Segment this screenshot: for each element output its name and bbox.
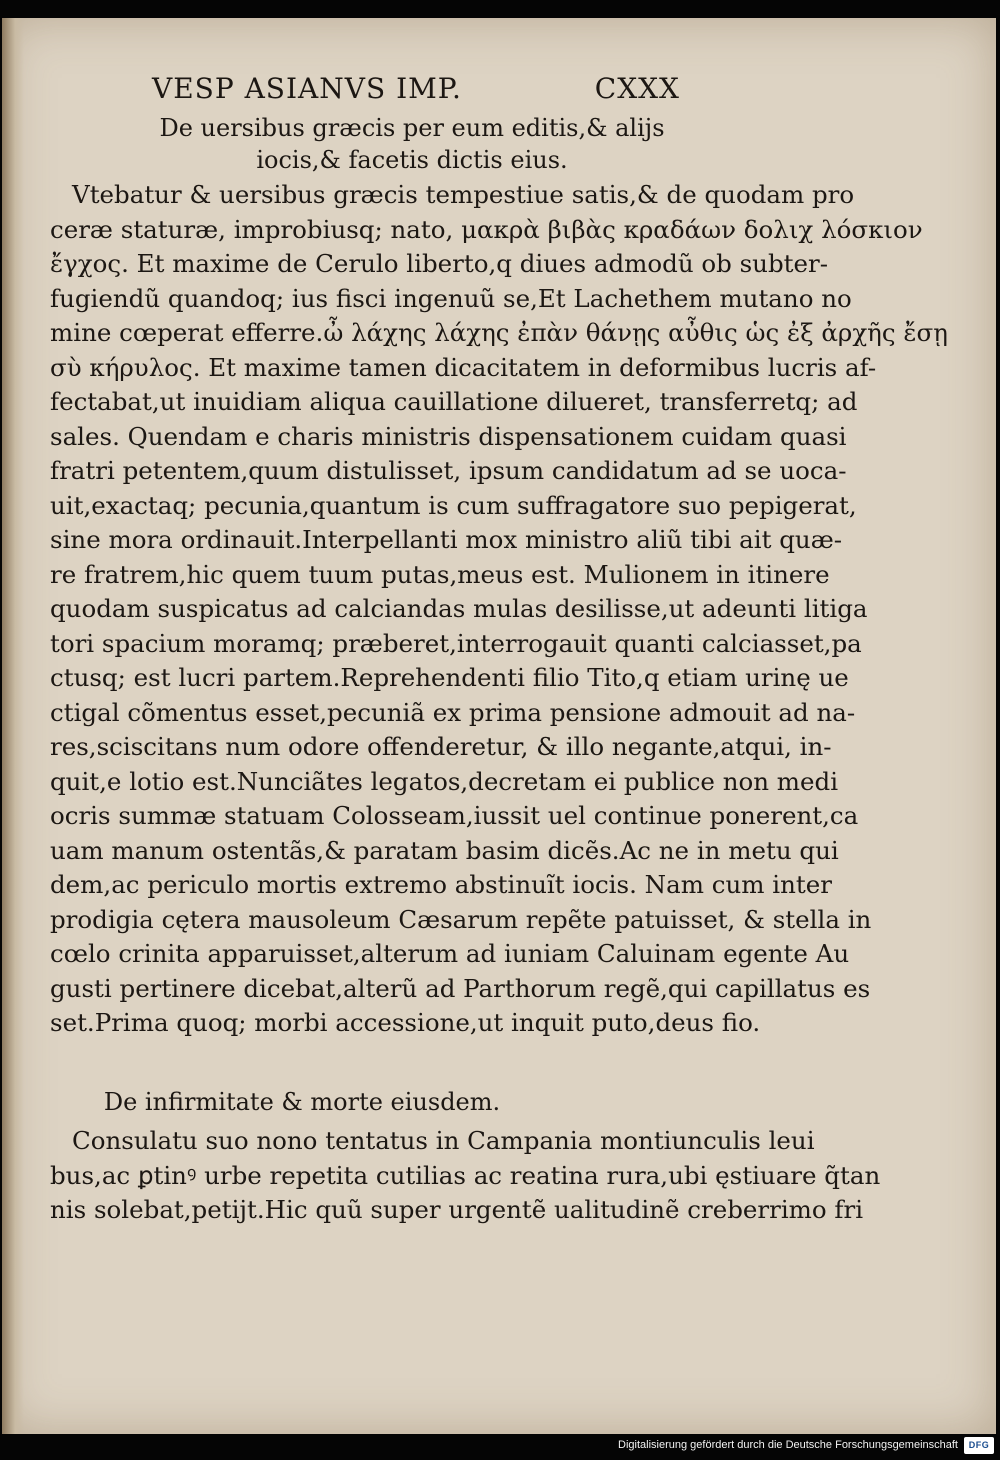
text-line: ocris summæ statuam Colosseam,iussit uel continue ponerent,ca	[50, 801, 859, 830]
digitization-footer	[0, 1436, 1000, 1460]
folio-number: CXXX	[594, 72, 680, 105]
heading-line: iocis,& facetis dictis eius.	[256, 146, 568, 174]
section-2-body	[50, 1124, 881, 1228]
text-line: Consulatu suo nono tentatus in Campania montiunculis leui	[72, 1126, 815, 1155]
section-1-heading	[52, 112, 772, 176]
text-line: quit,e lotio est.Nunciãtes legatos,decretam ei publice non medi	[50, 766, 839, 796]
section-1-body	[50, 178, 948, 1041]
text-line: ceræ staturæ, improbiusq; nato, μακρὰ βιβὰς κραδάων δολιχ λόσκιον	[50, 214, 923, 244]
page-gutter-edge	[2, 18, 24, 1434]
text-line: ctigal cõmentus esset,pecuniã ex prima pensione admouit ad na-	[50, 697, 856, 727]
text-line: fratri petentem,quum distulisset, ipsum candidatum ad se uoca-	[50, 456, 847, 485]
text-line: fugiendũ quandoq; ius fisci ingenuũ se,Et Lachethem mutano no	[50, 283, 852, 313]
text-line: nis solebat,petijt.Hic quũ super urgentẽ ualitudinẽ creberrimo fri	[50, 1195, 864, 1224]
text-line: prodigia cętera mausoleum Cæsarum repẽte patuisset, & stella in	[50, 904, 872, 934]
text-line: gusti pertinere dicebat,alterũ ad Parthorum regẽ,qui capillatus es	[50, 973, 871, 1003]
text-line: res,sciscitans num odore offenderetur, & illo negante,atqui, in-	[50, 732, 832, 761]
text-line: Vtebatur & uersibus græcis tempestiue satis,& de quodam pro	[72, 180, 855, 209]
text-line: cœlo crinita apparuisset,alterum ad iuniam Caluinam egente Au	[50, 939, 850, 968]
text-line: fectabat,ut inuidiam aliqua cauillatione dilueret, transferretq; ad	[50, 387, 858, 416]
text-line: quodam suspicatus ad calciandas mulas desilisse,ut adeunti litiga	[50, 594, 868, 623]
text-line: bus,ac ꝑtinꝰ urbe repetita cutilias ac reatina rura,ubi ęstiuare q̃tan	[50, 1160, 881, 1190]
text-line: mine cœperat efferre.ὦ λάχης λάχης ἐπὰν θάνῃς αὖθις ὡς ἐξ ἀρχῆς ἔσῃ	[50, 318, 948, 347]
text-line: ἔγχος. Et maxime de Cerulo liberto,q diues admodũ ob subter-	[50, 249, 828, 278]
text-line: tori spacium moramq; præberet,interrogauit quanti calciasset,pa	[50, 628, 862, 658]
running-head	[152, 72, 692, 112]
text-line: set.Prima quoq; morbi accessione,ut inquit puto,deus fio.	[50, 1008, 761, 1037]
text-line: σὺ κήρυλος. Et maxime tamen dicacitatem in deformibus lucris af-	[50, 352, 877, 382]
section-2-heading	[62, 1086, 542, 1118]
text-line: uit,exactaq; pecunia,quantum is cum suffragatore suo pepigerat,	[50, 490, 857, 520]
running-head-title: VESP ASIANVS IMP.	[152, 72, 462, 105]
text-line: sine mora ordinauit.Interpellanti mox ministro aliũ tibi ait quæ-	[50, 525, 843, 554]
heading-line: De infirmitate & morte eiusdem.	[103, 1088, 501, 1116]
book-page	[2, 18, 996, 1434]
text-line: dem,ac periculo mortis extremo abstinuĩt iocis. Nam cum inter	[50, 870, 832, 899]
text-line: re fratrem,hic quem tuum putas,meus est. Mulionem in itinere	[50, 559, 830, 589]
text-line: sales. Quendam e charis ministris dispensationem cuidam quasi	[50, 421, 847, 451]
text-line: ctusq; est lucri partem.Reprehendenti filio Tito,q etiam urinę ue	[50, 663, 849, 692]
heading-line: De uersibus græcis per eum editis,& alijs	[159, 114, 665, 142]
dfg-logo-icon: DFG	[964, 1437, 994, 1454]
text-line: uam manum ostentãs,& paratam basim dicẽs.Ac ne in metu qui	[50, 835, 839, 865]
footer-credit: Digitalisierung gefördert durch die Deutsche Forschungsgemeinschaft	[618, 1439, 958, 1451]
